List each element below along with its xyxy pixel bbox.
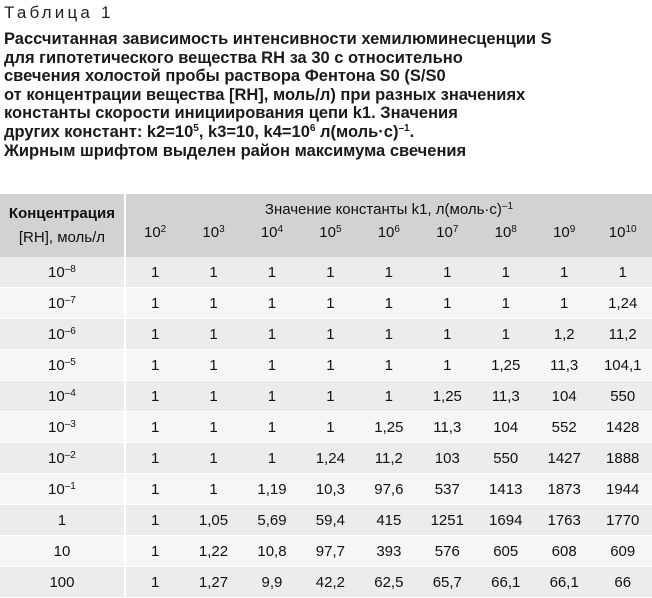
value-cell-highlighted: 1873 bbox=[535, 474, 593, 505]
concentration-cell bbox=[0, 381, 126, 412]
value-cell-highlighted: 1,27 bbox=[184, 567, 242, 598]
value-cell: 605 bbox=[477, 536, 535, 567]
value-cell: 1 bbox=[184, 412, 242, 443]
concentration-cell bbox=[0, 443, 126, 474]
concentration-cell bbox=[0, 412, 126, 443]
value-cell-highlighted: 1770 bbox=[593, 505, 652, 536]
table-row bbox=[0, 288, 652, 319]
value-cell: 66,1 bbox=[477, 567, 535, 598]
k1-value-header bbox=[418, 224, 476, 257]
value-cell: 1 bbox=[301, 350, 359, 381]
concentration-base: 10 bbox=[48, 325, 65, 343]
value-cell: 1 bbox=[243, 412, 301, 443]
value-cell: 97,6 bbox=[360, 474, 418, 505]
caption-line: Рассчитанная зависимость интенсивности хемилюминесценции S bbox=[4, 30, 552, 48]
value-cell: 1 bbox=[184, 350, 242, 381]
value-cell: 11,3 bbox=[418, 412, 476, 443]
concentration-base: 10 bbox=[48, 418, 65, 436]
header-base: 10 bbox=[553, 224, 570, 241]
concentration-cell bbox=[0, 288, 126, 319]
value-cell: 1 bbox=[184, 381, 242, 412]
value-cell: 42,2 bbox=[301, 567, 359, 598]
value-cell: 1 bbox=[301, 381, 359, 412]
k1-value-header bbox=[184, 224, 242, 257]
concentration-cell bbox=[0, 319, 126, 350]
value-cell: 1 bbox=[301, 412, 359, 443]
value-cell: 1 bbox=[418, 350, 476, 381]
value-cell: 1 bbox=[126, 319, 184, 350]
header-exponent: 7 bbox=[452, 224, 459, 235]
value-cell: 1 bbox=[301, 257, 359, 288]
value-cell-highlighted: 97,7 bbox=[301, 536, 359, 567]
value-cell: 1 bbox=[360, 381, 418, 412]
value-cell: 11,3 bbox=[477, 381, 535, 412]
value-cell: 1 bbox=[243, 443, 301, 474]
header-text: Концентрация bbox=[8, 204, 115, 222]
concentration-exponent: –2 bbox=[64, 449, 76, 461]
value-cell: 1 bbox=[593, 257, 652, 288]
concentration-cell bbox=[0, 567, 126, 598]
value-cell: 1,05 bbox=[184, 505, 242, 536]
caption-line: свечения холостой пробы раствора Фентона S0 (S/S0 bbox=[4, 67, 446, 86]
concentration-exponent: –4 bbox=[64, 387, 76, 399]
header-exponent: 10 bbox=[625, 224, 637, 235]
value-cell: 1 bbox=[418, 257, 476, 288]
concentration-cell bbox=[0, 536, 126, 567]
k1-value-header bbox=[301, 224, 359, 257]
value-cell: 59,4 bbox=[301, 505, 359, 536]
value-cell: 1 bbox=[535, 257, 593, 288]
concentration-base: 10 bbox=[48, 356, 65, 374]
concentration-base: 100 bbox=[49, 573, 75, 591]
table-row bbox=[0, 505, 652, 536]
concentration-exponent: –6 bbox=[64, 325, 76, 337]
value-cell: 11,3 bbox=[535, 350, 593, 381]
k1-value-header bbox=[477, 224, 535, 257]
value-cell: 1 bbox=[360, 350, 418, 381]
value-cell: 552 bbox=[535, 412, 593, 443]
concentration-base: 10 bbox=[48, 387, 65, 405]
header-text: Значение константы k1, л(моль·с) bbox=[264, 200, 502, 218]
value-cell: 1413 bbox=[477, 474, 535, 505]
caption-line: Жирным шрифтом выделен район максимума свечения bbox=[4, 141, 467, 160]
value-cell: 65,7 bbox=[418, 567, 476, 598]
caption-text: л(моль·с) bbox=[315, 122, 399, 141]
table-row bbox=[0, 536, 652, 567]
value-cell-highlighted: 415 bbox=[360, 505, 418, 536]
value-cell: 1 bbox=[126, 567, 184, 598]
caption-text: других констант: k2=10 bbox=[4, 122, 194, 141]
table-row bbox=[0, 567, 652, 598]
value-cell: 103 bbox=[418, 443, 476, 474]
value-cell: 11,2 bbox=[593, 319, 652, 350]
value-cell: 537 bbox=[418, 474, 476, 505]
caption-superscript: 5 bbox=[193, 122, 199, 134]
value-cell-highlighted: 1251 bbox=[418, 505, 476, 536]
value-cell: 1,19 bbox=[243, 474, 301, 505]
concentration-base: 10 bbox=[48, 263, 65, 281]
value-cell-highlighted: 9,9 bbox=[243, 567, 301, 598]
value-cell: 1428 bbox=[593, 412, 652, 443]
concentration-exponent: –7 bbox=[64, 294, 76, 306]
table-body bbox=[0, 257, 652, 598]
concentration-exponent: –1 bbox=[64, 480, 76, 492]
header-base: 10 bbox=[377, 224, 395, 241]
value-cell: 1 bbox=[184, 319, 242, 350]
value-cell: 1 bbox=[243, 381, 301, 412]
value-cell: 62,5 bbox=[360, 567, 418, 598]
table-label: Таблица 1 bbox=[4, 3, 114, 22]
value-cell: 1 bbox=[243, 350, 301, 381]
concentration-base: 10 bbox=[53, 542, 71, 560]
value-cell-highlighted: 1888 bbox=[593, 443, 652, 474]
value-cell: 1,2 bbox=[535, 319, 593, 350]
value-cell: 1 bbox=[126, 350, 184, 381]
header-base: 10 bbox=[260, 224, 278, 241]
value-cell: 1 bbox=[184, 257, 242, 288]
value-cell: 1 bbox=[360, 257, 418, 288]
k1-value-header bbox=[360, 224, 418, 257]
k1-value-header bbox=[593, 224, 652, 257]
caption-line: для гипотетического вещества RH за 30 с относительно bbox=[4, 48, 463, 67]
value-cell: 1 bbox=[477, 288, 535, 319]
concentration-base: 10 bbox=[48, 294, 65, 312]
value-cell: 609 bbox=[593, 536, 652, 567]
header-exponent: 3 bbox=[219, 224, 225, 235]
header-base: 10 bbox=[202, 224, 220, 241]
value-cell: 1 bbox=[126, 381, 184, 412]
caption-text: , k3=10, k4=10 bbox=[198, 122, 310, 141]
value-cell: 1,25 bbox=[477, 350, 535, 381]
value-cell: 1 bbox=[126, 474, 184, 505]
value-cell: 1 bbox=[418, 288, 476, 319]
caption-superscript: 6 bbox=[309, 122, 316, 134]
k1-value-header bbox=[126, 224, 184, 257]
value-cell: 1 bbox=[535, 288, 593, 319]
concentration-exponent: –3 bbox=[64, 418, 76, 430]
table-row bbox=[0, 257, 652, 288]
value-cell: 104,1 bbox=[593, 350, 652, 381]
value-cell-highlighted: 1763 bbox=[535, 505, 593, 536]
concentration-exponent: –8 bbox=[64, 263, 76, 275]
value-cell: 1 bbox=[418, 319, 476, 350]
header-base: 10 bbox=[608, 224, 626, 241]
value-cell: 104 bbox=[535, 381, 593, 412]
header-exponent: 2 bbox=[160, 224, 167, 235]
value-cell: 1 bbox=[477, 319, 535, 350]
value-cell: 550 bbox=[477, 443, 535, 474]
concentration-base: 10 bbox=[48, 480, 65, 498]
concentration-cell bbox=[0, 505, 126, 536]
value-cell: 1,24 bbox=[593, 288, 652, 319]
value-cell: 1 bbox=[243, 288, 301, 319]
table-row bbox=[0, 319, 652, 350]
concentration-base: 10 bbox=[48, 449, 65, 467]
header-exponent: 5 bbox=[335, 224, 342, 235]
value-cell: 11,2 bbox=[360, 443, 418, 474]
value-cell-highlighted: 10,8 bbox=[243, 536, 301, 567]
value-cell: 1 bbox=[477, 257, 535, 288]
value-cell: 1 bbox=[126, 288, 184, 319]
table-row bbox=[0, 350, 652, 381]
value-cell: 1 bbox=[184, 288, 242, 319]
value-cell: 1 bbox=[126, 505, 184, 536]
table-caption bbox=[4, 30, 644, 160]
value-cell: 1 bbox=[126, 536, 184, 567]
value-cell: 66,1 bbox=[535, 567, 593, 598]
value-cell: 576 bbox=[418, 536, 476, 567]
concentration-base: 1 bbox=[57, 511, 67, 529]
value-cell: 1 bbox=[301, 319, 359, 350]
value-cell: 1,25 bbox=[418, 381, 476, 412]
value-cell: 1 bbox=[184, 474, 242, 505]
caption-line: константы скорости инициирования цепи k1. Значения bbox=[4, 104, 458, 123]
caption-text: . bbox=[409, 122, 415, 141]
value-cell: 1 bbox=[243, 257, 301, 288]
value-cell: 1 bbox=[126, 443, 184, 474]
concentration-cell bbox=[0, 350, 126, 381]
table-row bbox=[0, 381, 652, 412]
table-row bbox=[0, 443, 652, 474]
table-row bbox=[0, 474, 652, 505]
caption-superscript: –1 bbox=[398, 122, 410, 134]
header-text: [RH], моль/л bbox=[18, 228, 106, 246]
concentration-cell bbox=[0, 257, 126, 288]
results-table bbox=[0, 194, 652, 598]
header-base: 10 bbox=[436, 224, 453, 241]
value-cell-highlighted: 393 bbox=[360, 536, 418, 567]
header-exponent: 9 bbox=[569, 224, 576, 235]
value-cell: 550 bbox=[593, 381, 652, 412]
header-exponent: 6 bbox=[394, 224, 400, 235]
value-cell: 1 bbox=[126, 257, 184, 288]
value-cell: 1 bbox=[243, 319, 301, 350]
value-cell: 1,25 bbox=[360, 412, 418, 443]
value-cell: 104 bbox=[477, 412, 535, 443]
value-cell: 1,24 bbox=[301, 443, 359, 474]
caption-line-constants bbox=[4, 123, 644, 142]
k1-value-header bbox=[535, 224, 593, 257]
k1-group-header bbox=[126, 194, 652, 224]
k1-value-header bbox=[243, 224, 301, 257]
value-cell: 10,3 bbox=[301, 474, 359, 505]
value-cell: 1427 bbox=[535, 443, 593, 474]
table-row bbox=[0, 412, 652, 443]
value-cell: 66 bbox=[593, 567, 652, 598]
value-cell-highlighted: 1694 bbox=[477, 505, 535, 536]
header-exponent: 8 bbox=[511, 224, 517, 235]
concentration-column-header bbox=[0, 194, 126, 257]
value-cell: 608 bbox=[535, 536, 593, 567]
value-cell: 5,69 bbox=[243, 505, 301, 536]
header-exponent: 4 bbox=[277, 224, 284, 235]
value-cell-highlighted: 1,22 bbox=[184, 536, 242, 567]
header-superscript: –1 bbox=[501, 200, 514, 212]
header-base: 10 bbox=[494, 224, 512, 241]
concentration-cell bbox=[0, 474, 126, 505]
value-cell: 1 bbox=[360, 288, 418, 319]
value-cell: 1 bbox=[126, 412, 184, 443]
value-cell: 1 bbox=[301, 288, 359, 319]
header-base: 10 bbox=[143, 224, 161, 241]
value-cell: 1 bbox=[360, 319, 418, 350]
value-cell-highlighted: 1944 bbox=[593, 474, 652, 505]
caption-line: от концентрации вещества [RH], моль/л) при разных значениях bbox=[4, 85, 526, 104]
concentration-exponent: –5 bbox=[64, 356, 76, 368]
header-base: 10 bbox=[319, 224, 336, 241]
value-cell: 1 bbox=[184, 443, 242, 474]
